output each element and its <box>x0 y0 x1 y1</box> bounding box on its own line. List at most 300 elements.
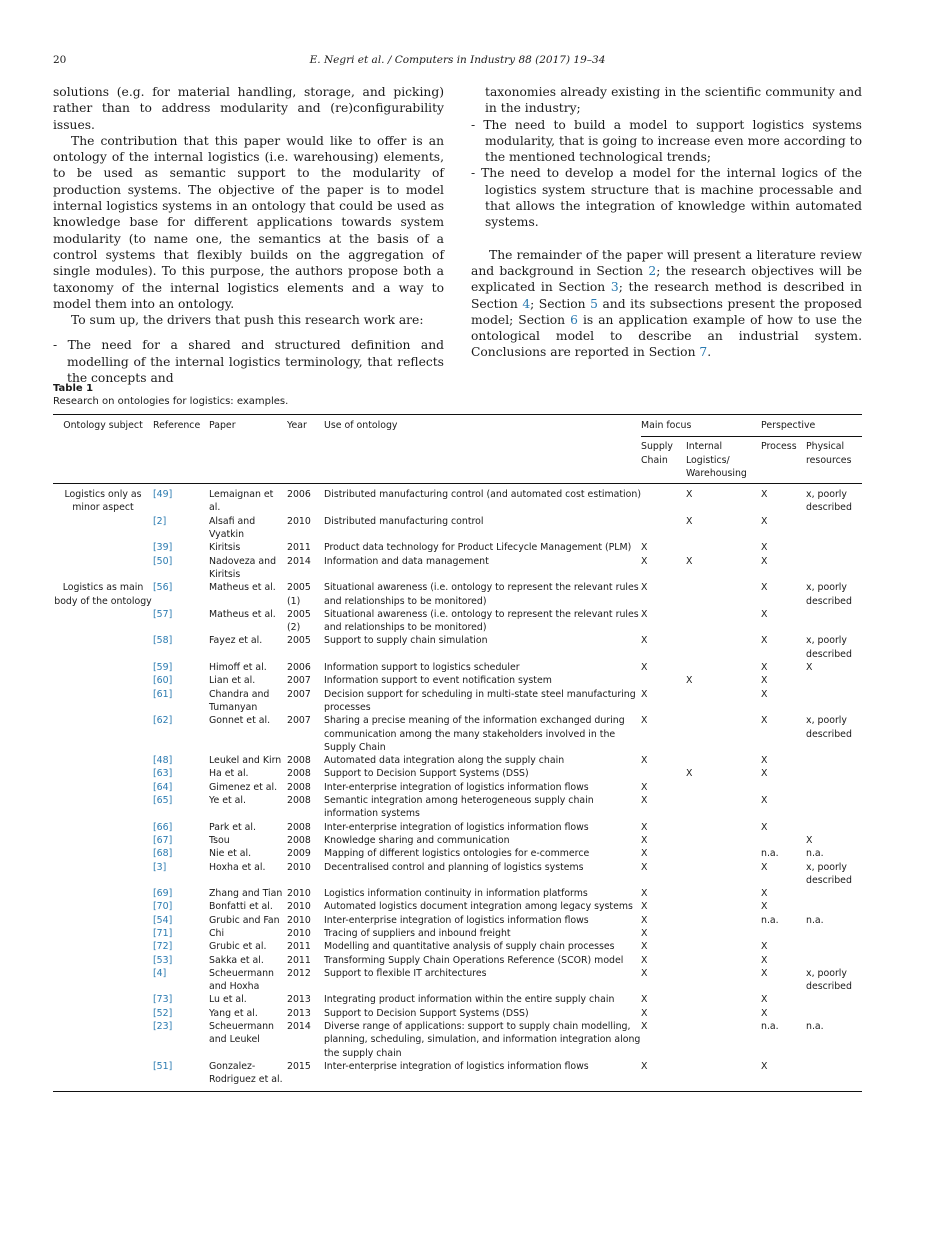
table-label: Table 1 <box>53 383 94 394</box>
cell-internal-logistics <box>686 1007 761 1020</box>
table-row <box>53 581 862 608</box>
table-row <box>53 1060 862 1091</box>
cell-process: X <box>761 489 768 501</box>
cell-process: X <box>761 1060 768 1072</box>
cell-physical-resources <box>806 940 862 953</box>
cell-physical-resources <box>806 688 862 715</box>
cell-internal-logistics: X <box>686 768 693 780</box>
cell-reference <box>153 900 209 913</box>
reference-link[interactable]: [70] <box>153 901 173 913</box>
cell-paper: Lemaignan et al. <box>209 489 274 514</box>
cell-internal-logistics <box>686 634 761 661</box>
text-run: ; the research objectives will be explicated in Section <box>471 263 862 295</box>
reference-link[interactable]: [48] <box>153 755 173 767</box>
cell-reference <box>153 634 209 661</box>
cell-process: X <box>761 635 768 647</box>
cell-use: Support to Decision Support Systems (DSS) <box>324 768 529 780</box>
bullet-item: - The need for a shared and structured definition and modelling of the internal logistics terminology, that reflects the concepts and <box>53 338 444 386</box>
reference-link[interactable]: [62] <box>153 715 173 727</box>
cell-year: 2006 <box>287 662 311 674</box>
table-row <box>53 781 862 794</box>
table-row <box>53 674 862 687</box>
cell-use: Support to Decision Support Systems (DSS) <box>324 1007 529 1019</box>
cell-reference <box>153 954 209 967</box>
cell-internal-logistics <box>686 927 761 940</box>
cell-year: 2014 <box>287 555 311 567</box>
cell-year: 2013 <box>287 994 311 1006</box>
cell-supply-chain: X <box>641 635 648 647</box>
cell-reference <box>153 967 209 994</box>
cell-reference <box>153 1007 209 1020</box>
cell-year: 2010 <box>287 861 311 873</box>
cell-use: Information support to event notification system <box>324 675 552 687</box>
cell-year: 2005 <box>287 635 311 647</box>
cell-reference <box>153 661 209 674</box>
table-row <box>53 887 862 900</box>
cell-paper: Bonfatti et al. <box>209 901 273 913</box>
cell-year: 2007 <box>287 688 311 700</box>
cell-paper: Nadoveza and Kiritsis <box>209 555 277 580</box>
cell-process: X <box>761 821 768 833</box>
cell-physical-resources <box>806 887 862 900</box>
cell-supply-chain: X <box>641 555 648 567</box>
col-header-use: Use of ontology <box>324 420 398 431</box>
cell-year: 2012 <box>287 967 311 979</box>
cell-year: 2011 <box>287 954 311 966</box>
ontology-subject-group: Logistics as main body of the ontology <box>54 582 152 607</box>
col-header-subject: Ontology subject <box>63 420 143 431</box>
cell-reference <box>153 927 209 940</box>
right-column <box>471 84 862 361</box>
cell-internal-logistics: X <box>686 489 693 501</box>
cell-year: 2015 <box>287 1060 311 1072</box>
cell-physical-resources: x, poorly described <box>806 489 852 514</box>
table-row <box>53 688 862 715</box>
cell-process: X <box>761 1007 768 1019</box>
reference-link[interactable]: [61] <box>153 688 173 700</box>
cell-use: Situational awareness (i.e. ontology to represent the relevant rules and relationships to be monitored) <box>324 582 639 607</box>
cell-supply-chain: X <box>641 821 648 833</box>
reference-link[interactable]: [72] <box>153 941 173 953</box>
table-row <box>53 754 862 767</box>
reference-link[interactable]: [4] <box>153 967 167 979</box>
table-row <box>53 914 862 927</box>
cell-supply-chain <box>641 484 686 515</box>
cell-reference <box>153 555 209 582</box>
cell-paper: Zhang and Tian <box>209 888 283 900</box>
cell-year: 2010 <box>287 888 311 900</box>
cell-internal-logistics <box>686 581 761 608</box>
cell-internal-logistics <box>686 1020 761 1060</box>
cell-physical-resources <box>806 900 862 913</box>
cell-use: Transforming Supply Chain Operations Reference (SCOR) model <box>324 954 624 966</box>
cell-process: X <box>761 542 768 554</box>
paragraph: To sum up, the drivers that push this research work are: <box>71 313 424 328</box>
text-run: ; Section <box>530 296 591 311</box>
cell-supply-chain: X <box>641 542 648 554</box>
cell-supply-chain: X <box>641 901 648 913</box>
cell-year: 2008 <box>287 755 311 767</box>
cell-internal-logistics <box>686 541 761 554</box>
cell-paper: Yang et al. <box>209 1007 258 1019</box>
reference-link[interactable]: [65] <box>153 795 173 807</box>
cell-internal-logistics <box>686 954 761 967</box>
table-row <box>53 714 862 754</box>
col-header-year: Year <box>287 420 307 431</box>
cell-supply-chain <box>641 674 686 687</box>
cell-internal-logistics <box>686 794 761 821</box>
reference-link[interactable]: [59] <box>153 662 173 674</box>
cell-use: Integrating product information within the entire supply chain <box>324 994 615 1006</box>
text-run: ; the research method is described in Section <box>471 280 862 311</box>
section-link[interactable]: 4 <box>522 296 531 311</box>
cell-use: Diverse range of applications: support to supply chain modelling, planning, scheduling, simulation, and information integration along the supply chain <box>324 1021 641 1059</box>
cell-supply-chain <box>641 767 686 780</box>
cell-use: Sharing a precise meaning of the information exchanged during communication among the many stakeholders involved in the Supply Chain <box>324 715 625 753</box>
cell-supply-chain: X <box>641 954 648 966</box>
cell-physical-resources <box>806 1007 862 1020</box>
table-row <box>53 954 862 967</box>
cell-process: X <box>761 954 768 966</box>
cell-reference <box>153 940 209 953</box>
paragraph-remainder <box>471 247 862 361</box>
cell-paper: Lian et al. <box>209 675 256 687</box>
cell-physical-resources: n.a. <box>806 848 824 860</box>
cell-process: X <box>761 608 768 620</box>
cell-paper: Grubic et al. <box>209 941 267 953</box>
col-header-supply-chain: Supply Chain <box>641 437 686 484</box>
cell-year: 2009 <box>287 848 311 860</box>
cell-reference <box>153 887 209 900</box>
table-row <box>53 847 862 860</box>
cell-reference <box>153 581 209 608</box>
cell-use: Support to supply chain simulation <box>324 635 488 647</box>
cell-internal-logistics <box>686 834 761 847</box>
cell-paper: Matheus et al. <box>209 582 276 594</box>
cell-internal-logistics <box>686 688 761 715</box>
cell-year: 2014 <box>287 1021 311 1033</box>
table-row <box>53 767 862 780</box>
cell-year: 2010 <box>287 515 311 527</box>
reference-link[interactable]: [63] <box>153 768 173 780</box>
cell-internal-logistics <box>686 847 761 860</box>
cell-physical-resources <box>806 954 862 967</box>
reference-link[interactable]: [66] <box>153 821 173 833</box>
cell-internal-logistics <box>686 887 761 900</box>
cell-physical-resources <box>806 794 862 821</box>
cell-use: Inter-enterprise integration of logistics information flows <box>324 781 589 793</box>
table-caption-text: Research on ontologies for logistics: examples. <box>53 396 289 407</box>
table-row <box>53 1007 862 1020</box>
cell-physical-resources <box>806 674 862 687</box>
cell-internal-logistics: X <box>686 555 693 567</box>
section-link[interactable]: 3 <box>610 280 619 295</box>
cell-internal-logistics <box>686 714 761 754</box>
table-row <box>53 940 862 953</box>
cell-use: Inter-enterprise integration of logistics information flows <box>324 821 589 833</box>
cell-year: 2007 <box>287 715 311 727</box>
cell-physical-resources: x, poorly described <box>806 715 852 740</box>
cell-year: 2011 <box>287 941 311 953</box>
cell-supply-chain: X <box>641 914 648 926</box>
cell-process: X <box>761 888 768 900</box>
cell-paper: Scheuermann and Leukel <box>209 1021 274 1046</box>
cell-use: Inter-enterprise integration of logistics information flows <box>324 914 589 926</box>
cell-process <box>761 834 806 847</box>
reference-link[interactable]: [67] <box>153 834 173 846</box>
cell-year: 2008 <box>287 821 311 833</box>
cell-supply-chain: X <box>641 861 648 873</box>
cell-supply-chain: X <box>641 795 648 807</box>
cell-paper: Kiritsis <box>209 542 241 554</box>
table-row <box>53 900 862 913</box>
reference-link[interactable]: [53] <box>153 954 173 966</box>
cell-year: 2005 (2) <box>287 608 311 634</box>
ontology-subject-group: Logistics only as minor aspect <box>64 489 142 514</box>
reference-link[interactable]: [68] <box>153 848 173 860</box>
ontology-table <box>53 414 862 1092</box>
cell-paper: Gonzalez-Rodriguez et al. <box>209 1060 283 1086</box>
cell-process: X <box>761 662 768 674</box>
section-link[interactable]: 6 <box>570 312 578 327</box>
cell-reference <box>153 861 209 888</box>
cell-physical-resources: x, poorly described <box>806 582 852 607</box>
col-header-process: Process <box>761 437 806 484</box>
cell-physical-resources: n.a. <box>806 1021 824 1033</box>
table-row <box>53 1020 862 1060</box>
cell-supply-chain: X <box>641 888 648 900</box>
cell-process: n.a. <box>761 914 779 926</box>
cell-reference <box>153 515 209 542</box>
reference-link[interactable]: [69] <box>153 888 173 900</box>
cell-use: Mapping of different logistics ontologies for e-commerce <box>324 848 590 860</box>
col-header-main-focus: Main focus <box>641 415 761 437</box>
reference-link[interactable]: [57] <box>153 608 173 620</box>
cell-supply-chain: X <box>641 582 648 594</box>
cell-year: 2010 <box>287 914 311 926</box>
cell-reference <box>153 688 209 715</box>
cell-reference <box>153 1060 209 1091</box>
cell-reference <box>153 754 209 767</box>
table-row <box>53 484 862 515</box>
cell-use: Automated data integration along the supply chain <box>324 755 565 767</box>
cell-supply-chain: X <box>641 994 648 1006</box>
cell-physical-resources: X <box>806 834 813 846</box>
cell-supply-chain: X <box>641 1060 648 1072</box>
cell-physical-resources <box>806 754 862 767</box>
reference-link[interactable]: [52] <box>153 1007 173 1019</box>
cell-supply-chain: X <box>641 967 648 979</box>
cell-use: Decision support for scheduling in multi-state steel manufacturing processes <box>324 688 636 713</box>
cell-year: 2010 <box>287 927 311 939</box>
reference-link[interactable]: [3] <box>153 861 167 873</box>
cell-year: 2006 <box>287 489 311 501</box>
cell-physical-resources <box>806 781 862 794</box>
table-row <box>53 993 862 1006</box>
text-run: . <box>707 345 712 360</box>
cell-supply-chain: X <box>641 1007 648 1019</box>
cell-paper: Ha et al. <box>209 768 249 780</box>
paragraph: The contribution that this paper would like to offer is an ontology of the internal logistics (i.e. warehousing) elements, to be used as semantic support to the modularity of production systems. The objective of the paper is to model internal logistics systems in an ontology that could be used as knowledge base for different applications towards system modularity (to name one, the semantics at the basis of a control systems that flexibly builds on the aggregation of single modules). To this purpose, the authors propose both a taxonomy of the internal logistics elements and a way to model them into an ontology. <box>53 133 444 311</box>
cell-physical-resources <box>806 821 862 834</box>
cell-physical-resources: n.a. <box>806 914 824 926</box>
col-header-paper: Paper <box>209 420 236 431</box>
reference-link[interactable]: [51] <box>153 1060 173 1072</box>
table-row <box>53 967 862 994</box>
page-header <box>53 54 862 70</box>
table-row <box>53 541 862 554</box>
cell-use: Support to flexible IT architectures <box>324 967 487 979</box>
cell-use: Modelling and quantitative analysis of supply chain processes <box>324 941 615 953</box>
table-row <box>53 927 862 940</box>
cell-use: Decentralised control and planning of logistics systems <box>324 861 584 873</box>
cell-process <box>761 781 806 794</box>
cell-supply-chain <box>641 515 686 542</box>
cell-internal-logistics <box>686 754 761 767</box>
col-header-reference: Reference <box>153 420 201 431</box>
cell-paper: Scheuermann and Hoxha <box>209 967 274 993</box>
bullet-item: - The need to develop a model for the internal logics of the logistics system structure that is machine processable and that allows the integration of knowledge within automated systems. <box>471 166 862 230</box>
reference-link[interactable]: [2] <box>153 515 167 527</box>
cell-paper: Park et al. <box>209 821 256 833</box>
cell-internal-logistics <box>686 781 761 794</box>
cell-supply-chain: X <box>641 848 648 860</box>
cell-paper: Chandra and Tumanyan <box>209 688 270 713</box>
cell-internal-logistics <box>686 900 761 913</box>
reference-link[interactable]: [49] <box>153 489 173 501</box>
cell-process: X <box>761 582 768 594</box>
cell-process: X <box>761 755 768 767</box>
reference-link[interactable]: [58] <box>153 635 173 647</box>
cell-supply-chain: X <box>641 834 648 846</box>
cell-physical-resources <box>806 927 862 940</box>
cell-paper: Gonnet et al. <box>209 715 271 727</box>
cell-reference <box>153 821 209 834</box>
cell-reference <box>153 794 209 821</box>
cell-supply-chain: X <box>641 608 648 620</box>
cell-process: X <box>761 861 768 873</box>
cell-year: 2008 <box>287 795 311 807</box>
cell-physical-resources <box>806 767 862 780</box>
cell-process: X <box>761 901 768 913</box>
cell-paper: Tsou <box>209 834 230 846</box>
section-link[interactable]: 7 <box>699 345 708 360</box>
cell-internal-logistics <box>686 940 761 953</box>
cell-year: 2008 <box>287 834 311 846</box>
cell-paper: Hoxha et al. <box>209 861 266 873</box>
cell-use: Logistics information continuity in information platforms <box>324 888 588 900</box>
cell-internal-logistics <box>686 993 761 1006</box>
cell-year: 2010 <box>287 901 311 913</box>
reference-link[interactable]: [50] <box>153 555 173 567</box>
cell-physical-resources <box>806 1060 862 1091</box>
cell-supply-chain: X <box>641 781 648 793</box>
cell-physical-resources <box>806 555 862 582</box>
col-header-internal-logistics: Internal Logistics/ Warehousing <box>686 437 761 484</box>
reference-link[interactable]: [56] <box>153 582 173 594</box>
section-link[interactable]: 5 <box>590 296 598 311</box>
cell-process: X <box>761 795 768 807</box>
table-row <box>53 555 862 582</box>
cell-supply-chain: X <box>641 662 648 674</box>
cell-process: X <box>761 994 768 1006</box>
cell-year: 2008 <box>287 768 311 780</box>
cell-physical-resources: x, poorly described <box>806 861 852 886</box>
reference-link[interactable]: [60] <box>153 675 173 687</box>
cell-internal-logistics: X <box>686 515 693 527</box>
cell-internal-logistics <box>686 967 761 994</box>
cell-process: n.a. <box>761 1021 779 1033</box>
cell-process: X <box>761 941 768 953</box>
cell-paper: Sakka et al. <box>209 954 264 966</box>
col-header-perspective: Perspective <box>761 415 862 437</box>
cell-use: Information support to logistics scheduler <box>324 662 520 674</box>
text-run: is an application example of how to use the ontological model to describe an industrial system. Conclusions are reported in Section <box>471 312 862 360</box>
running-head: E. Negri et al. / Computers in Industry 88 (2017) 19–34 <box>309 54 606 66</box>
left-column <box>53 84 444 386</box>
cell-supply-chain: X <box>641 755 648 767</box>
cell-use: Knowledge sharing and communication <box>324 834 510 846</box>
cell-year: 2011 <box>287 542 311 554</box>
cell-physical-resources: X <box>806 662 813 674</box>
cell-internal-logistics <box>686 914 761 927</box>
cell-paper: Nie et al. <box>209 848 252 860</box>
reference-link[interactable]: [54] <box>153 914 173 926</box>
section-link[interactable]: 2 <box>648 263 657 278</box>
cell-paper: Ye et al. <box>209 795 246 807</box>
table-caption <box>53 382 288 408</box>
cell-reference <box>153 914 209 927</box>
cell-supply-chain: X <box>641 1021 648 1033</box>
cell-supply-chain: X <box>641 927 648 939</box>
cell-reference <box>153 1020 209 1060</box>
cell-process: X <box>761 688 768 700</box>
cell-paper: Alsafi and Vyatkin <box>209 515 256 541</box>
cell-internal-logistics <box>686 661 761 674</box>
cell-reference <box>153 541 209 554</box>
table-row <box>53 834 862 847</box>
reference-link[interactable]: [39] <box>153 542 173 554</box>
bullet-item: - The need to build a model to support logistics systems modularity, that is going to increase even more according to the mentioned technological trends; <box>471 117 862 165</box>
reference-link[interactable]: [23] <box>153 1021 173 1033</box>
cell-process: X <box>761 675 768 687</box>
cell-internal-logistics <box>686 608 761 635</box>
cell-paper: Fayez et al. <box>209 635 263 647</box>
cell-process: X <box>761 555 768 567</box>
cell-paper: Chi <box>209 927 225 939</box>
reference-link[interactable]: [71] <box>153 927 173 939</box>
cell-reference <box>153 781 209 794</box>
cell-reference <box>153 847 209 860</box>
paragraph: solutions (e.g. for material handling, storage, and picking) rather than to address modularity and (re)configurability issues. <box>53 85 444 132</box>
reference-link[interactable]: [64] <box>153 781 173 793</box>
cell-use: Information and data management <box>324 555 489 567</box>
col-header-physical-resources: Physical resources <box>806 437 862 484</box>
cell-reference <box>153 484 209 515</box>
cell-process: n.a. <box>761 848 779 860</box>
cell-year: 2013 <box>287 1007 311 1019</box>
cell-physical-resources <box>806 608 862 635</box>
cell-process: X <box>761 515 768 527</box>
table-row <box>53 861 862 888</box>
cell-internal-logistics: X <box>686 675 693 687</box>
table-row <box>53 821 862 834</box>
cell-supply-chain: X <box>641 688 648 700</box>
cell-use: Inter-enterprise integration of logistics information flows <box>324 1060 589 1072</box>
cell-paper: Grubic and Fan <box>209 914 280 926</box>
reference-link[interactable]: [73] <box>153 994 173 1006</box>
cell-internal-logistics <box>686 861 761 888</box>
